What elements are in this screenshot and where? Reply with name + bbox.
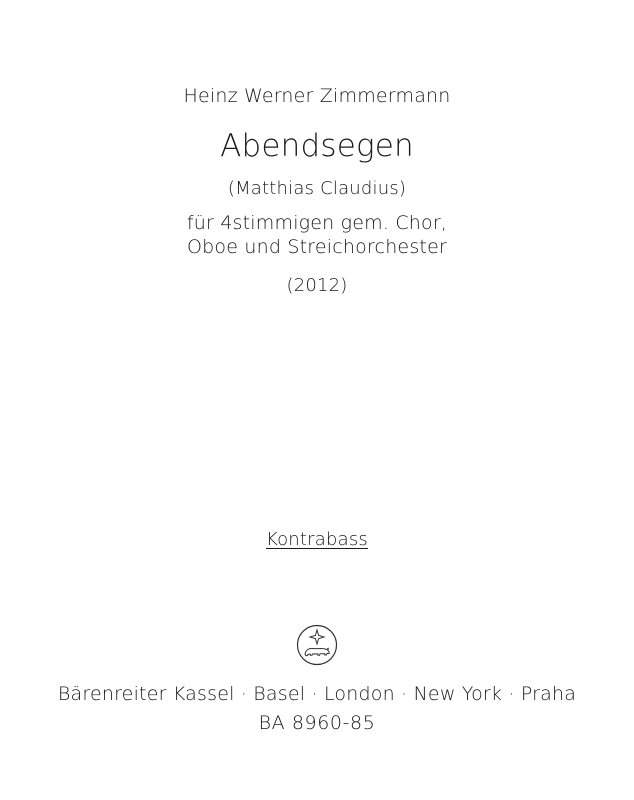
- catalog-number: BA 8960-85: [258, 712, 376, 734]
- baerenreiter-logo-icon: [296, 624, 338, 666]
- scoring-line-1: für 4stimmigen gem. Chor,: [186, 212, 448, 234]
- publisher-imprint: Bärenreiter Kassel · Basel · London · New York · Praha: [57, 683, 577, 705]
- poet-credit: (Matthias Claudius): [227, 178, 407, 199]
- scoring-line-2: Oboe und Streichorchester: [187, 236, 447, 258]
- bear-star-emblem-icon: [296, 624, 338, 666]
- composition-year: (2012): [286, 275, 348, 296]
- composer-name: Heinz Werner Zimmermann: [183, 85, 451, 107]
- part-name: Kontrabass: [265, 529, 369, 550]
- work-title: Abendsegen: [220, 128, 414, 164]
